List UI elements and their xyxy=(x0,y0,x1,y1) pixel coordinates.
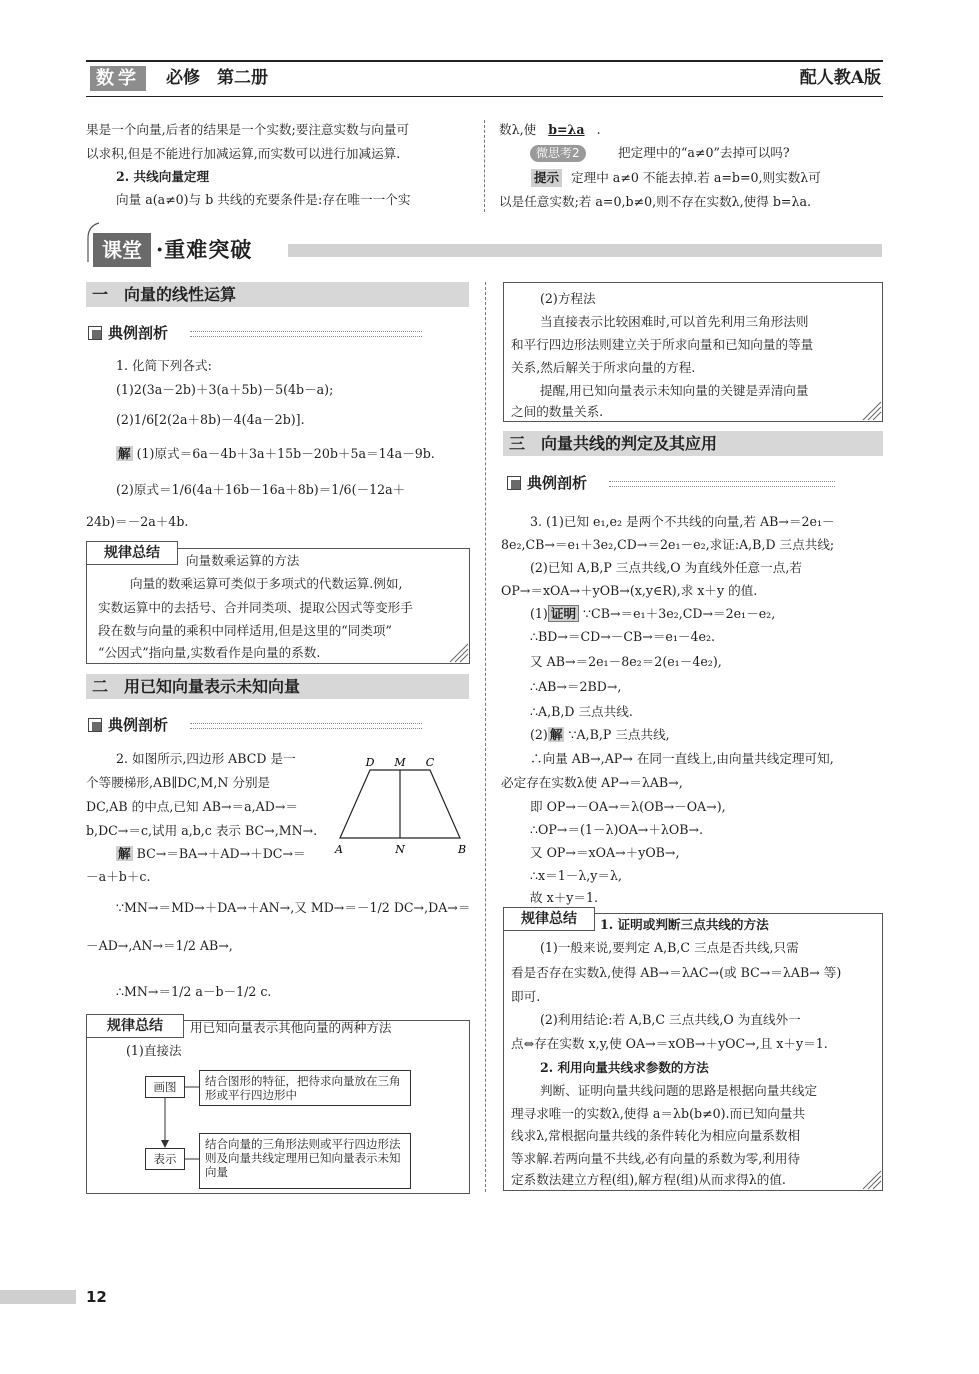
ex2-solution-1 xyxy=(116,842,306,866)
think-text: 把定理中的“a≠0”去掉可以吗? xyxy=(618,145,790,160)
intro-divider xyxy=(484,120,485,212)
flow-step-express-text: 结合向量的三角形法则或平行四边形法则及向量共线定理用已知向量表示未知向量 xyxy=(199,1133,411,1189)
rule3-line-1: 1. 证明或判断三点共线的方法 xyxy=(600,917,769,932)
ex3-line-4: OP→＝xOA→＋yOB→(x,y∈R),求 x＋y 的值. xyxy=(501,583,758,598)
ex3-solution-13: 故 x＋y＝1. xyxy=(530,890,599,905)
method-line-5: 提醒,用已知向量表示未知向量的关键是弄清向量 xyxy=(540,383,809,398)
rule3-line-9: 理寻求唯一的实数λ,使得 a＝λb(b≠0).而已知向量共 xyxy=(511,1106,806,1121)
ex3-solution-12: ∴x＝1－λ,y＝λ, xyxy=(530,868,622,883)
ex3-solution-4: ∴AB→＝2BD→, xyxy=(530,679,622,694)
ex3-solution-1-text: ∵CB→＝e₁＋3e₂,CD→＝2e₁－e₂, xyxy=(583,606,776,621)
corner-hatch-icon xyxy=(448,642,469,663)
ex3-solution-11: 又 OP→＝xOA→＋yOB→, xyxy=(530,845,680,860)
example-label-2: 典例剖析 xyxy=(108,716,169,734)
rule3-line-4: 即可. xyxy=(511,989,541,1004)
ex2-line-4: b,DC→＝c,试用 a,b,c 表示 BC→,MN→. xyxy=(86,823,318,838)
ex2-line-1: 2. 如图所示,四边形 ABCD 是一 xyxy=(116,751,296,766)
rule3-line-10: 线求λ,常根据向量共线的条件转化为相应向量系数相 xyxy=(511,1128,801,1143)
rule3-line-7: 2. 利用向量共线求参数的方法 xyxy=(540,1060,709,1075)
rule-tag-3: 规律总结 xyxy=(503,907,595,931)
hint-line-1: 定理中 a≠0 不能去掉.若 a=b=0,则实数λ可 xyxy=(571,170,821,185)
flow-step-draw: 画图 xyxy=(145,1076,185,1098)
example-rule-5 xyxy=(609,481,835,482)
corner-hatch-icon-2 xyxy=(861,400,882,421)
topic-1: 一 向量的线性运算 xyxy=(86,282,469,307)
rule3-line-12: 定系数法建立方程(组),解方程(组)从而求得λ的值. xyxy=(511,1172,786,1187)
ex2-solution-3: ∵MN→＝MD→＋DA→＋AN→,又 MD→＝－1/2 DC→,DA→＝ xyxy=(116,900,471,915)
theorem-prefix: 数λ,使 xyxy=(499,122,537,137)
ex1-solution-3: 24b)＝－2a＋4b. xyxy=(86,514,189,529)
rule3-line-5: (2)利用结论:若 A,B,C 三点共线,O 为直线外一 xyxy=(540,1012,801,1027)
example-rule-3 xyxy=(190,723,422,724)
ex1-solution-2: (2)原式＝1/6(4a＋16b－16a＋8b)＝1/6(－12a＋ xyxy=(116,482,406,497)
ex3-solution-6: (2) 解 ∵A,B,P 三点共线, xyxy=(530,727,670,742)
method-line-3: 和平行四边形法则建立关于所求向量和已知向量的等量 xyxy=(511,337,814,352)
rule1-line-3: 段在数与向量的乘积中同样适用,但是这里的“同类项” xyxy=(98,623,392,638)
ex3-solution-6-text: ∵A,B,P 三点共线, xyxy=(568,727,670,742)
ex3-solution-8: 必定存在实数λ使 AP→＝λAB→, xyxy=(501,775,683,790)
topic-2: 二 用已知向量表示未知向量 xyxy=(86,674,469,699)
rule3-line-8: 判断、证明向量共线问题的思路是根据向量共线定 xyxy=(540,1083,818,1098)
rule-tag-1: 规律总结 xyxy=(86,541,178,565)
example-rule-4 xyxy=(190,728,422,729)
rule1-line-1: 向量的数乘运算可类似于多项式的代数运算.例如, xyxy=(130,576,403,591)
label-b: B xyxy=(457,843,467,856)
rule3-line-3: 看是否存在实数λ,使得 AB→＝λAC→(或 BC→＝λAB→ 等) xyxy=(511,965,842,980)
rule2-subtitle: (1)直接法 xyxy=(126,1043,182,1058)
ex3-solution-3: 又 AB→＝2e₁－8e₂＝2(e₁－4e₂), xyxy=(530,654,722,669)
edition-label: 配人教A版 xyxy=(799,68,881,88)
banner-bar xyxy=(288,244,882,257)
banner-box: 课堂 xyxy=(93,233,151,267)
example-rule xyxy=(190,331,422,332)
proof-tag: 证明 xyxy=(548,605,579,622)
ex1-solution-1-text: (1)原式＝6a－4b＋3a＋15b－20b＋5a＝14a－9b. xyxy=(136,446,435,461)
example-label: 典例剖析 xyxy=(108,324,169,342)
example-icon-3 xyxy=(507,476,521,490)
flow-step-draw-text: 结合图形的特征，把待求向量放在三角形或平行四边形中 xyxy=(199,1070,411,1106)
header-rule-bottom xyxy=(86,96,883,97)
label-a: A xyxy=(335,843,343,856)
ex2-line-2: 个等腰梯形,AB∥DC,M,N 分别是 xyxy=(86,775,271,790)
header-rule-top xyxy=(86,60,883,62)
label-d: D xyxy=(365,756,375,769)
rule1-line-2: 实数运算中的去括号、合并同类项、提取公因式等变形手 xyxy=(98,600,413,615)
intro-line-1: 果是一个向量,后者的结果是一个实数;要注意实数与向量可 xyxy=(86,122,410,137)
think-tag: 微思考2 xyxy=(530,145,586,162)
example-rule-6 xyxy=(609,486,835,487)
ex3-solution-7: ∴向量 AB→,AP→ 在同一直线上,由向量共线定理可知, xyxy=(530,751,834,766)
ex3-line-2: 8e₂,CB→＝e₁＋3e₂,CD→＝2e₁－e₂,求证:A,B,D 三点共线; xyxy=(501,537,835,552)
column-divider xyxy=(485,282,486,1192)
intro-line-2: 以求积,但是不能进行加减运算,而实数可以进行加减运算. xyxy=(86,146,401,161)
label-c: C xyxy=(425,756,435,769)
ex1-solution-1 xyxy=(116,442,435,466)
method-line-1: (2)方程法 xyxy=(540,291,596,306)
example-label-3: 典例剖析 xyxy=(527,474,588,492)
theorem-end: . xyxy=(596,122,601,137)
method-line-4: 关系,然后解关于所求向量的方程. xyxy=(511,360,696,375)
theorem-text: 向量 a(a≠0)与 b 共线的充要条件是:存在唯一一个实 xyxy=(116,192,411,207)
banner-title: ·重难突破 xyxy=(156,237,253,262)
ex2-line-3: DC,AB 的中点,已知 AB→＝a,AD→＝ xyxy=(86,799,298,814)
trapezoid-figure xyxy=(330,754,470,860)
ex1-q2: (2)1/6[2(2a＋8b)－4(4a－2b)]. xyxy=(116,412,305,427)
ex2-solution-4: －AD→,AN→＝1/2 AB→, xyxy=(86,938,233,953)
theorem-title: 2. 共线向量定理 xyxy=(116,169,210,184)
example-icon-2 xyxy=(88,718,102,732)
rule2-title: 用已知向量表示其他向量的两种方法 xyxy=(190,1020,392,1035)
method-line-6: 之间的数量关系. xyxy=(511,404,604,419)
rule-tag-2: 规律总结 xyxy=(86,1014,184,1038)
ex1-title: 1. 化简下列各式: xyxy=(116,358,212,373)
ex3-solution-5: ∴A,B,D 三点共线. xyxy=(530,704,633,719)
solution-tag-3: 解 xyxy=(549,727,563,742)
corner-hatch-icon-3 xyxy=(861,1169,882,1190)
rule3-line-11: 等求解.若两向量不共线,必有向量的系数为零,利用待 xyxy=(511,1151,801,1166)
ex2-solution-5: ∴MN→＝1/2 a－b－1/2 c. xyxy=(116,984,272,999)
ex3-solution-9: 即 OP→－OA→＝λ(OB→－OA→), xyxy=(530,799,726,814)
theorem-continued xyxy=(499,118,601,142)
subject-badge: 数学 xyxy=(90,66,146,91)
theorem-fill: b=λa xyxy=(548,122,585,137)
ex3-solution-2: ∴BD→＝CD→－CB→＝e₁－4e₂. xyxy=(530,629,716,644)
example-icon xyxy=(88,326,102,340)
solution-tag: 解 xyxy=(118,446,131,461)
ex3-line-3: (2)已知 A,B,P 三点共线,O 为直线外任意一点,若 xyxy=(530,560,802,575)
solution-tag-2: 解 xyxy=(118,846,131,861)
page-number-bar xyxy=(0,1290,76,1304)
example-rule-2 xyxy=(190,336,422,337)
label-m: M xyxy=(394,756,406,769)
rule3-line-2: (1)一般来说,要判定 A,B,C 三点是否共线,只需 xyxy=(540,940,799,955)
label-n: N xyxy=(395,843,405,856)
flow-connectors xyxy=(150,1086,202,1162)
hint-line-2: 以是任意实数;若 a=0,b≠0,则不存在实数λ,使得 b=λa. xyxy=(499,194,811,209)
rule1-title: 向量数乘运算的方法 xyxy=(186,553,300,568)
rule3-line-6: 点⇔存在实数 x,y,使 OA→＝xOB→＋yOC→,且 x＋y＝1. xyxy=(511,1036,828,1051)
ex3-solution-1: (1) 证明 ∵CB→＝e₁＋3e₂,CD→＝2e₁－e₂, xyxy=(530,606,776,621)
method-line-2: 当直接表示比较困难时,可以首先利用三角形法则 xyxy=(540,314,809,329)
flow-step-express: 表示 xyxy=(145,1148,185,1170)
ex3-line-1: 3. (1)已知 e₁,e₂ 是两个不共线的向量,若 AB→＝2e₁－ xyxy=(530,514,835,529)
rule1-line-4: “公因式”指向量,实数看作是向量的系数. xyxy=(98,645,321,660)
page-number: 12 xyxy=(86,1288,107,1306)
topic-3: 三 向量共线的判定及其应用 xyxy=(503,431,883,456)
ex1-q1: (1)2(3a－2b)＋3(a＋5b)－5(4b－a); xyxy=(116,382,334,397)
book-title: 必修 第二册 xyxy=(166,68,268,88)
ex2-solution-2: －a＋b＋c. xyxy=(86,869,151,884)
ex3-solution-10: ∴OP→＝(1－λ)OA→＋λOB→. xyxy=(530,822,704,837)
ex2-solution-1-text: BC→＝BA→＋AD→＋DC→＝ xyxy=(136,846,306,861)
hint-tag: 提示 xyxy=(531,169,562,187)
